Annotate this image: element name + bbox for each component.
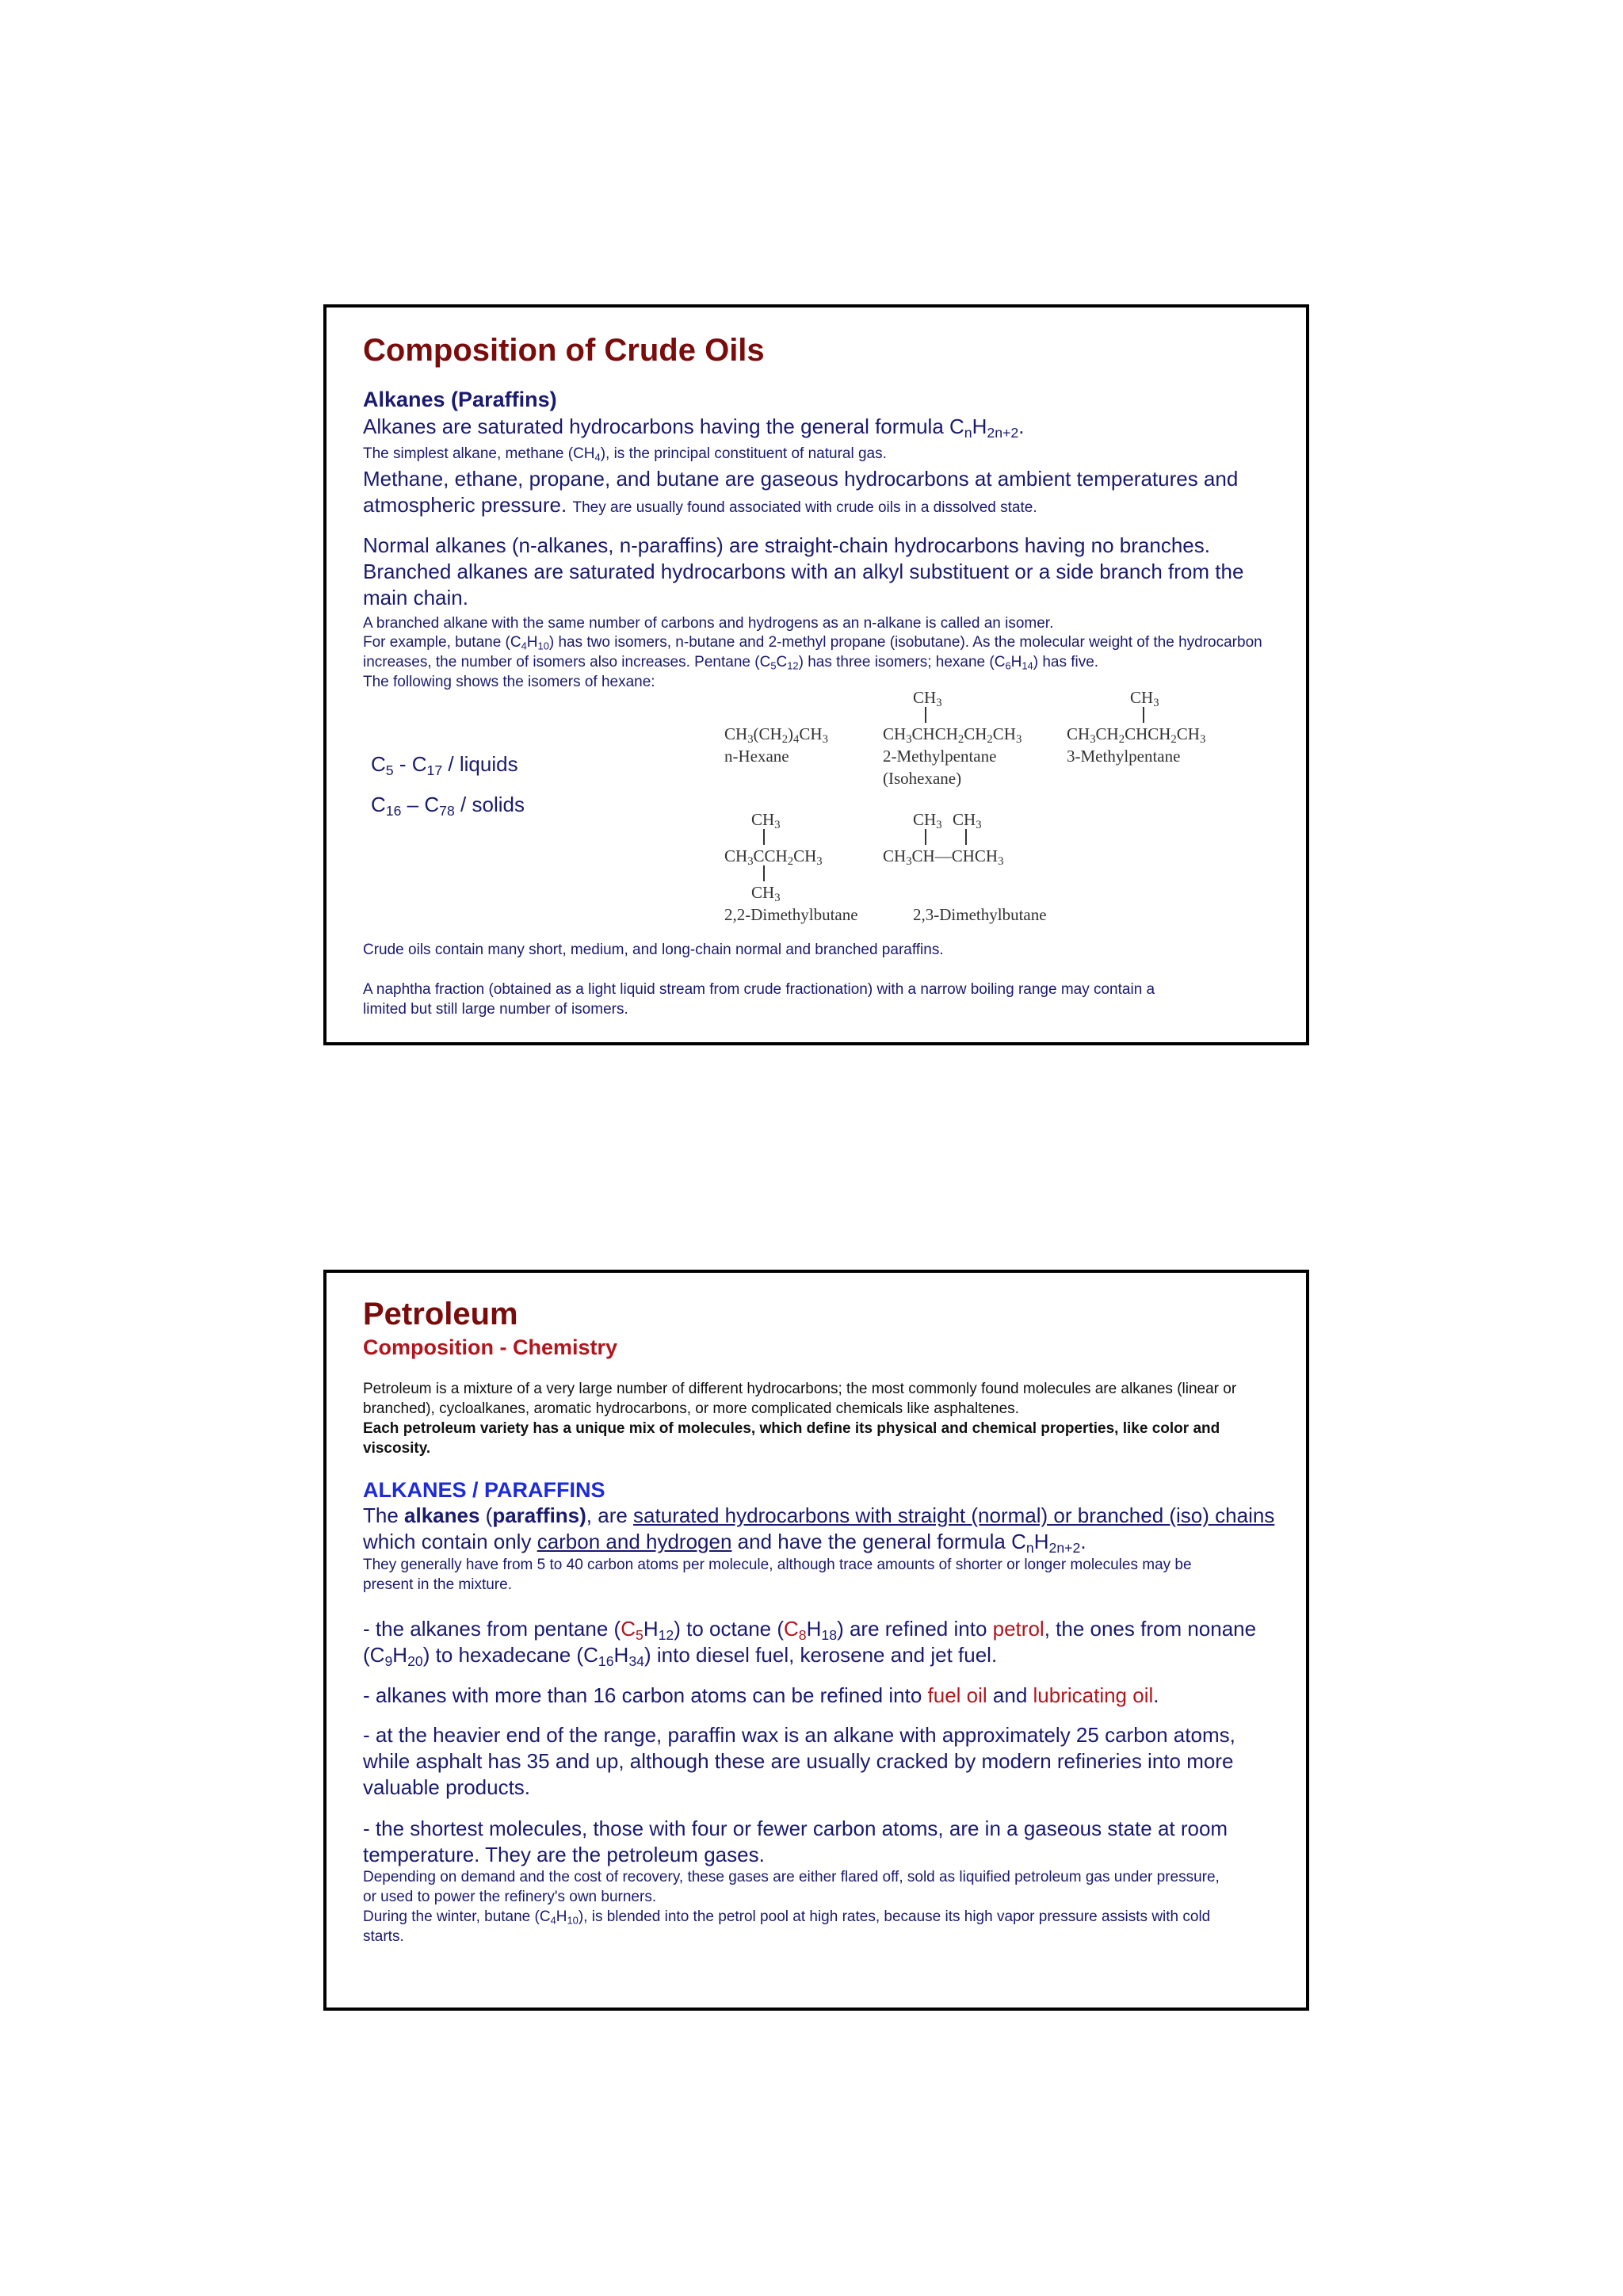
bullet-fuel-lubricating-oil: - alkanes with more than 16 carbon atoms can be refined into fuel oil and lubricating oil. xyxy=(363,1683,1159,1707)
gaseous-hydrocarbons-paragraph: Methane, ethane, propane, and butane are gaseous hydrocarbons at ambient temperatures and atmospheric pressure. They are usually found associated with crude oils in a dissolved state. xyxy=(363,467,1239,517)
bullet-paraffin-wax-asphalt: - at the heavier end of the range, paraffin wax is an alkane with approximately 25 carbon atoms, while asphalt has 35 and up, although these are usually cracked by modern refineries into more valuable products. xyxy=(363,1723,1235,1799)
bond-line xyxy=(965,829,967,845)
crude-oil-paraffins-note: Crude oils contain many short, medium, and long-chain normal and branched paraffins. xyxy=(363,942,944,958)
bond-line xyxy=(763,865,765,881)
liquid-range: $C_5 - C_{17}$ / liquids xyxy=(371,752,518,778)
2-3-dimethylbutane-formula: $CH_3CH—CHCH_3$ xyxy=(883,846,1004,869)
slide-petroleum-chemistry xyxy=(323,1270,1309,2011)
n-hexane-name: n-Hexane xyxy=(724,747,789,766)
bond-line xyxy=(925,707,926,723)
general-formula-line: Alkanes are saturated hydrocarbons having the general formula $C_nH_{2n+2}$. xyxy=(363,415,1025,441)
carbon-atoms-note: They generally have from 5 to 40 carbon atoms per molecule, although trace amounts of shorter or longer molecules may be present in the mixture. xyxy=(363,1557,1192,1593)
slide-crude-oil-composition xyxy=(323,304,1309,1045)
2-2-dimethylbutane-name: 2,2-Dimethylbutane xyxy=(724,905,858,924)
isohexane-name: (Isohexane) xyxy=(883,769,962,788)
3-methylpentane-name: 3-Methylpentane xyxy=(1067,747,1181,766)
2-methylpentane-name: 2-Methylpentane xyxy=(883,747,997,766)
2-3-dimethylbutane-name: 2,3-Dimethylbutane xyxy=(913,905,1047,924)
2-methylpentane-branch: $CH_3$ xyxy=(913,688,942,710)
2-2-dimethylbutane-formula: $CH_3CCH_2CH_3$ xyxy=(724,846,823,869)
alkanes-definition: The alkanes (paraffins), are saturated hydrocarbons with straight (normal) or branched (iso) chains which contain only carbon and hydrogen and have the general formula $C_nH_{2n+2}$. xyxy=(363,1503,1275,1556)
n-hexane-formula: $CH_3(CH_2)_4CH_3$ xyxy=(724,724,828,747)
section-heading-alkanes: ALKANES / PARAFFINS xyxy=(363,1478,605,1502)
isomer-definition: A branched alkane with the same number of carbons and hydrogens as an n-alkane is called an isomer. xyxy=(363,615,1054,632)
gases-recovery-note: Depending on demand and the cost of recovery, these gases are either flared off, sold as liquified petroleum gas under pressure, or used to power the refinery's own burners. xyxy=(363,1869,1220,1905)
bond-line xyxy=(1143,707,1144,723)
3-methylpentane-formula: $CH_3CH_2CHCH_2CH_3$ xyxy=(1067,724,1206,747)
hexane-isomers-intro: The following shows the isomers of hexane: xyxy=(363,674,655,690)
2-2-dimethylbutane-bottom-branch: $CH_3$ xyxy=(751,883,781,905)
2-3-dimethylbutane-branch-1: $CH_3$ xyxy=(913,810,942,832)
slide-title: Composition of Crude Oils xyxy=(363,333,765,368)
hexane-isomer-structures xyxy=(327,308,1306,1042)
solid-range: $C_{16} - C_{78}$ / solids xyxy=(371,793,525,819)
bond-line xyxy=(763,829,765,845)
bond-line xyxy=(925,829,926,845)
isomer-example-paragraph: For example, butane $(C_4H_{10})$ has two isomers, n-butane and 2-methyl propane (isobutane). As the molecular weight of the hydrocarbon increases, the number of isomers also increases. Pentane $(C_5C_{12})$ has three isomers; hexane $(C_6H_{14})$ has five. xyxy=(363,634,1262,672)
slide-title: Petroleum xyxy=(363,1297,518,1331)
bullet-petrol-diesel: - the alkanes from pentane $(C_5H_{12})$ to octane $(C_8H_{18})$ are refined into petrol, the ones from nonane $(C_9H_{20})$ to hexadecane $(C_{16}H_{34})$ into diesel fuel, kerosene and jet fuel. xyxy=(363,1617,1257,1669)
2-3-dimethylbutane-branch-2: $CH_3$ xyxy=(953,810,982,832)
petroleum-mixture-paragraph: Petroleum is a mixture of a very large number of different hydrocarbons; the most commonly found molecules are alkanes (linear or branched), cycloalkanes, aromatic hydrocarbons, or more complicated chemicals like asphaltenes. Each petroleum variety has a unique mix of molecules, which define its physical and chemical properties, like color and viscosity. xyxy=(363,1381,1237,1457)
bullet-petroleum-gases: - the shortest molecules, those with four or fewer carbon atoms, are in a gaseous state at room temperature. They are the petroleum gases. xyxy=(363,1817,1228,1866)
butane-winter-note: During the winter, butane $(C_4H_{10})$, is blended into the petrol pool at high rates, because its high vapor pressure assists with cold starts. xyxy=(363,1908,1211,1945)
normal-branched-alkanes-paragraph: Normal alkanes (n-alkanes, n-paraffins) are straight-chain hydrocarbons having no branches. Branched alkanes are saturated hydrocarbons with an alkyl substituent or a side branch from the main chain. xyxy=(363,533,1244,609)
naphtha-fraction-note: A naphtha fraction (obtained as a light liquid stream from crude fractionation) with a narrow boiling range may contain a limited but still large number of isomers. xyxy=(363,981,1155,1018)
2-methylpentane-formula: $CH_3CHCH_2CH_2CH_3$ xyxy=(883,724,1022,747)
2-2-dimethylbutane-top-branch: $CH_3$ xyxy=(751,810,781,832)
methane-note: The simplest alkane, methane $(CH_4)$, is the principal constituent of natural gas. xyxy=(363,445,887,464)
slide-subtitle: Composition - Chemistry xyxy=(363,1335,618,1359)
3-methylpentane-branch: $CH_3$ xyxy=(1130,688,1159,710)
slide-subtitle: Alkanes (Paraffins) xyxy=(363,388,557,411)
